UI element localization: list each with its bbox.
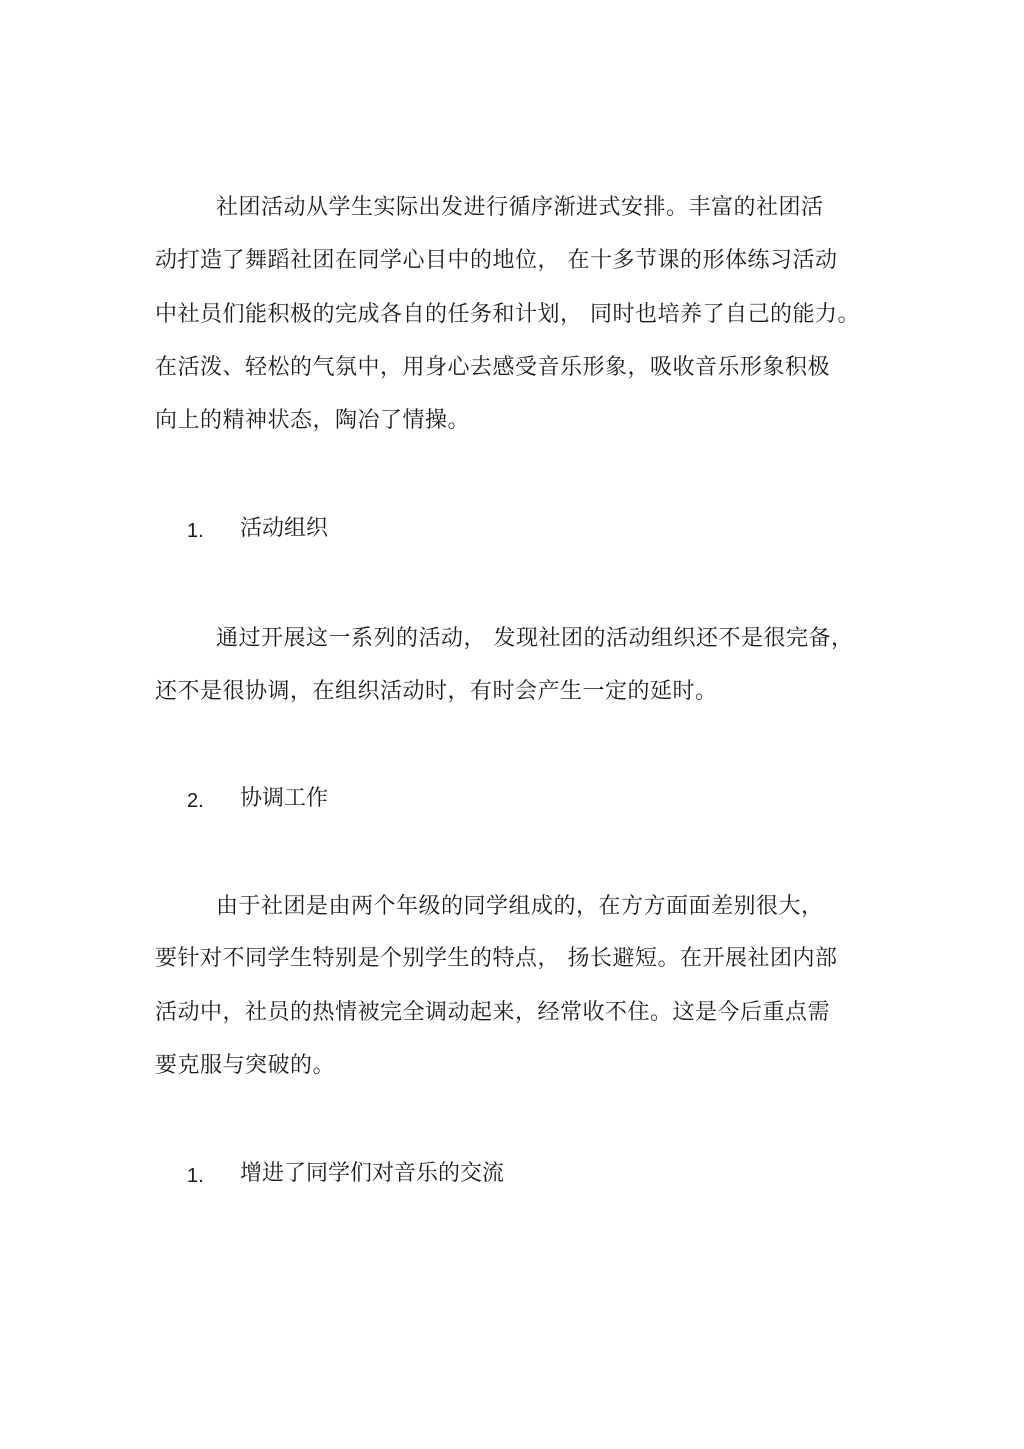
paragraph-3-line-4: 要克服与突破的。 xyxy=(155,1053,336,1078)
paragraph-3-line-1: 由于社团是由两个年级的同学组成的，在方方面面差别很大， xyxy=(216,894,824,919)
section-heading-1-number: 1. xyxy=(187,520,204,542)
section-heading-3-number: 1. xyxy=(187,1165,204,1187)
paragraph-1-line-1: 社团活动从学生实际出发进行循序渐进式安排。丰富的社团活 xyxy=(216,195,824,220)
section-heading-1-title: 活动组织 xyxy=(240,516,329,541)
section-heading-2-title: 协调工作 xyxy=(240,786,329,811)
paragraph-1-line-4: 在活泼、轻松的气氛中，用身心去感受音乐形象，吸收音乐形象积极 xyxy=(155,355,831,380)
section-heading-3-title: 增进了同学们对音乐的交流 xyxy=(240,1161,505,1186)
paragraph-3-line-3: 活动中，社员的热情被完全调动起来，经常收不住。这是今后重点需 xyxy=(155,1000,831,1025)
paragraph-1-line-5: 向上的精神状态，陶冶了情操。 xyxy=(155,408,471,433)
paragraph-3-line-2: 要针对不同学生特别是个别学生的特点， 扬长避短。在开展社团内部 xyxy=(155,946,838,971)
paragraph-2-line-2: 还不是很协调，在组织活动时，有时会产生一定的延时。 xyxy=(155,679,718,704)
paragraph-2-line-1: 通过开展这一系列的活动， 发现社团的活动组织还不是很完备， xyxy=(216,626,854,651)
section-heading-2-number: 2. xyxy=(187,790,204,812)
paragraph-1-line-3: 中社员们能积极的完成各自的任务和计划， 同时也培养了自己的能力。 xyxy=(155,302,860,327)
paragraph-1-line-2: 动打造了舞蹈社团在同学心目中的地位， 在十多节课的形体练习活动 xyxy=(155,248,838,273)
